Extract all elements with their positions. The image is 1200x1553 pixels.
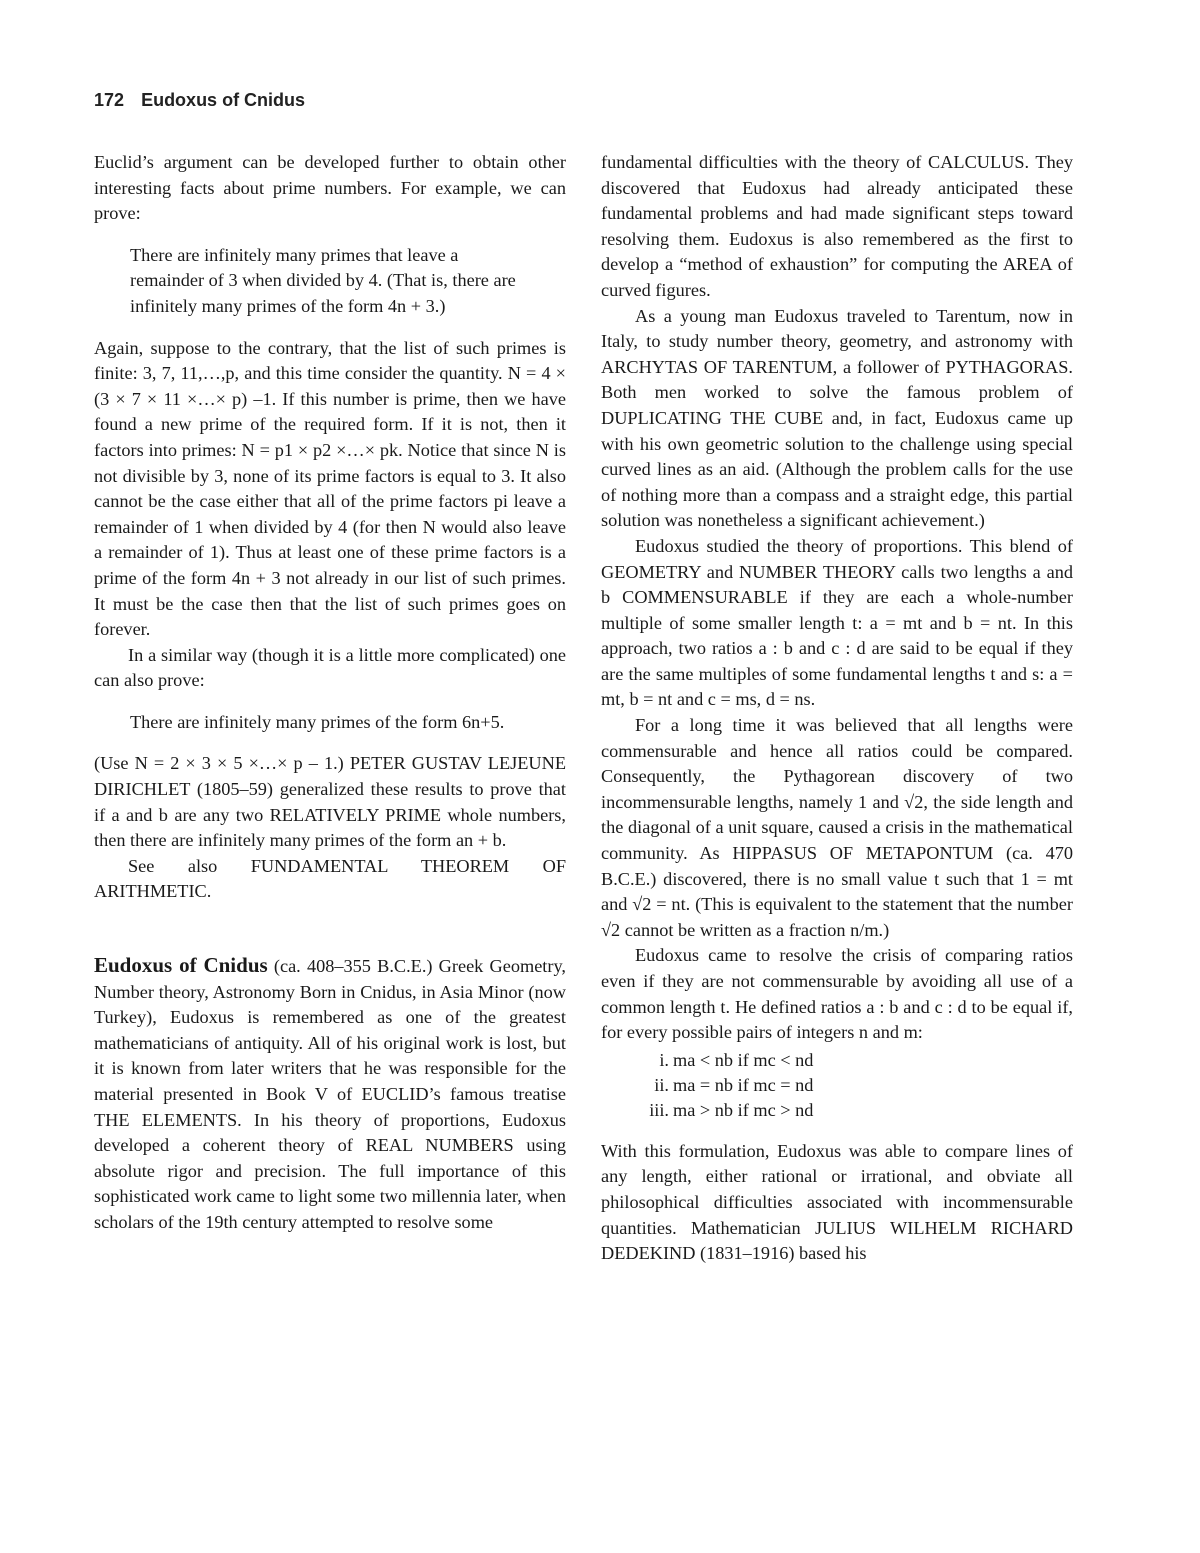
paragraph-resolve-crisis: Eudoxus came to resolve the crisis of comparing ratios even if they are not commensurable by avoiding all use of a common length t. He defined ratios a : b and c : d to be equal if, for every possible pairs of integers n and m: (601, 945, 1073, 1043)
paragraph-proportions: Eudoxus studied the theory of proportions. This blend of GEOMETRY and NUMBER THEORY calls two lengths a and b COMMENSURABLE if they are each a whole-number multiple of some smaller length t: a = mt and b = nt. In this approach, two ratios a : b and c : d are said to be equal if they are the same multiples of some fundamental lengths t and s: a = mt, b = nt and c = ms, d = ns. (601, 535, 1073, 710)
condition-item: ii. ma = nb if mc = nd (654, 1074, 814, 1095)
conditions-list (639, 1048, 1073, 1123)
paragraph-intro: Euclid’s argument can be developed further to obtain other interesting facts about prime numbers. For example, we can prove: (94, 152, 566, 224)
see-also-reference: See also FUNDAMENTAL THEOREM OF ARITHMETIC. (94, 855, 566, 902)
left-column (94, 150, 566, 1236)
right-column (601, 150, 1073, 1267)
entry-body: (ca. 408–355 B.C.E.) Greek Geometry, Number theory, Astronomy Born in Cnidus, in Asia Minor (now Turkey), Eudoxus is remembered as one of the greatest mathematicians of antiquity. All of his original work is lost, but it is known from later writers that he was responsible for the material presented in Book V of EUCLID’s famous treatise THE ELEMENTS. In his theory of proportions, Eudoxus developed a coherent theory of REAL NUMBERS using absolute rigor and precision. The full importance of this sophisticated work came to light some two millennia later, when scholars of the 19th century attempted to resolve some (94, 956, 566, 1232)
entry-title: Eudoxus of Cnidus (94, 953, 268, 978)
theorem-statement-4n-plus-3: There are infinitely many primes that leave a remainder of 3 when divided by 4. (That is, there are infinitely many primes of the form 4n + 3.) (130, 244, 516, 316)
entry-paragraph (94, 953, 566, 1236)
running-title: Eudoxus of Cnidus (141, 90, 306, 110)
paragraph-dirichlet: (Use N = 2 × 3 × 5 ×…× p – 1.) PETER GUSTAV LEJEUNE DIRICHLET (1805–59) generalized these results to prove that if a and b are any two RELATIVELY PRIME whole numbers, then there are infinitely many primes of the form an + b. (94, 753, 566, 851)
condition-item: i. ma < nb if mc < nd (659, 1049, 814, 1070)
paragraph-dedekind: With this formulation, Eudoxus was able to compare lines of any length, either rational or irrational, and obviate all philosophical difficulties associated with incommensurable quantities. Mathematician JULIUS WILHELM RICHARD DEDEKIND (1831–1916) based his (601, 1140, 1073, 1264)
theorem-statement-6n-plus-5: There are infinitely many primes of the form 6n+5. (130, 711, 505, 732)
page-number: 172 (94, 90, 125, 110)
paragraph-incommensurable: For a long time it was believed that all lengths were commensurable and hence all ratios could be compared. Consequently, the Pythagorean discovery of two incommensurable lengths, namely 1 and √2, the side length and the diagonal of a unit square, caused a crisis in the mathematical community. As HIPPASUS OF METAPONTUM (ca. 470 B.C.E.) discovered, there is no small value t such that 1 = mt and √2 = nt. (This is equivalent to the statement that the number √2 cannot be written as a fraction n/m.) (601, 715, 1073, 940)
paragraph-tarentum: As a young man Eudoxus traveled to Tarentum, now in Italy, to study number theory, geometry, and astronomy with ARCHYTAS OF TARENTUM, a follower of PYTHAGORAS. Both men worked to solve the famous problem of DUPLICATING THE CUBE and, in fact, Eudoxus came up with his own geometric solution to the challenge using special curved lines as an aid. (Although the problem calls for the use of nothing more than a compass and a straight edge, this partial solution was nonetheless a significant achievement.) (601, 305, 1073, 531)
condition-item: iii. ma > nb if mc > nd (649, 1099, 814, 1120)
paragraph-proof: Again, suppose to the contrary, that the list of such primes is finite: 3, 7, 11,…,p, and this time consider the quantity. N = 4 × (3 × 7 × 11 ×…× p) –1. If this number is prime, then we have found a new prime of the required form. If it is not, then it factors into primes: N = p1 × p2 ×…× pk. Notice that since N is not divisible by 3, none of its prime factors is equal to 3. It also cannot be the case either that all of the prime factors pi leave a remainder of 1 when divided by 4 (for then N would also leave a remainder of 1). Thus at least one of these prime factors is a prime of the form 4n + 3 not already in our list of such primes. It must be the case then that the list of such primes goes on forever. (94, 337, 566, 640)
paragraph-calculus: fundamental difficulties with the theory of CALCULUS. They discovered that Eudoxus had already anticipated these fundamental problems and had made significant steps toward resolving them. Eudoxus is also remembered as the first to develop a “method of exhaustion” for computing the AREA of curved figures. (601, 152, 1073, 300)
running-head (94, 90, 305, 111)
paragraph-similar-way: In a similar way (though it is a little more complicated) one can also prove: (94, 644, 566, 691)
